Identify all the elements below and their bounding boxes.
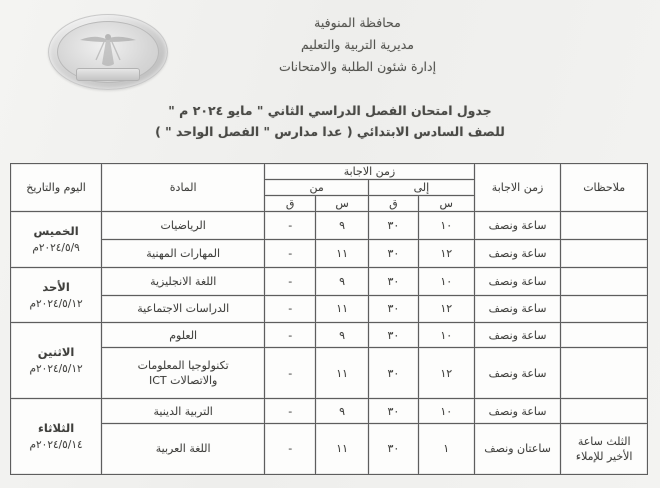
cell-to-minute: ٣٠ <box>369 295 419 323</box>
cell-notes <box>561 295 648 323</box>
cell-from-minute: - <box>265 423 316 474</box>
exam-schedule-table <box>10 163 648 475</box>
cell-to-hour: ١٢ <box>418 239 474 267</box>
cell-to-minute: ٣٠ <box>369 348 419 399</box>
cell-notes <box>561 267 648 295</box>
header-time-group: زمن الاجابة <box>265 164 475 180</box>
header-notes: ملاحظات <box>561 164 648 212</box>
cell-from-hour: ٩ <box>316 212 369 240</box>
header-answer-time: زمن الاجابة <box>474 164 561 212</box>
cell-answer-time: ساعة ونصف <box>474 239 561 267</box>
cell-day-and-date <box>11 267 102 323</box>
cell-notes <box>561 399 648 424</box>
cell-answer-time: ساعة ونصف <box>474 399 561 424</box>
table-row <box>11 267 648 295</box>
cell-from-minute: - <box>265 267 316 295</box>
cell-to-minute: ٣٠ <box>369 239 419 267</box>
header-from-minute: ق <box>265 196 316 212</box>
cell-day-and-date <box>11 323 102 399</box>
header-from-hour: س <box>316 196 369 212</box>
cell-from-hour: ٩ <box>316 267 369 295</box>
cell-to-minute: ٣٠ <box>369 212 419 240</box>
cell-from-hour: ١١ <box>316 423 369 474</box>
header-day-and-date: اليوم والتاريخ <box>11 164 102 212</box>
cell-subject: التربية الدينية <box>102 399 265 424</box>
cell-to-hour: ١٠ <box>418 399 474 424</box>
cell-to-minute: ٣٠ <box>369 423 419 474</box>
cell-to-minute: ٣٠ <box>369 399 419 424</box>
cell-to-hour: ١٠ <box>418 323 474 348</box>
cell-subject: اللغة الانجليزية <box>102 267 265 295</box>
header-to: إلى <box>369 180 475 196</box>
table-row <box>11 348 648 399</box>
notes-line-1: الثلث ساعة <box>577 434 631 448</box>
notes-line-2: الأخير للإملاء <box>575 449 633 463</box>
org-line-governorate: محافظة المنوفية <box>314 15 401 30</box>
header-row-1 <box>11 164 648 180</box>
cell-notes <box>561 323 648 348</box>
cell-answer-time: ساعة ونصف <box>474 323 561 348</box>
org-line-directorate: مديرية التربية والتعليم <box>300 37 414 52</box>
cell-answer-time: ساعتان ونصف <box>474 423 561 474</box>
document-title <box>0 100 660 142</box>
table-row <box>11 295 648 323</box>
cell-answer-time: ساعة ونصف <box>474 212 561 240</box>
day-date: ٢٠٢٤/٥/١٢م <box>29 363 83 376</box>
document-header <box>0 8 660 100</box>
cell-to-minute: ٣٠ <box>369 267 419 295</box>
cell-from-hour: ١١ <box>316 295 369 323</box>
cell-subject: اللغة العربية <box>102 423 265 474</box>
cell-from-hour: ١١ <box>316 239 369 267</box>
table-row <box>11 239 648 267</box>
cell-from-hour: ٩ <box>316 323 369 348</box>
cell-to-hour: ١ <box>418 423 474 474</box>
cell-to-hour: ١٠ <box>418 267 474 295</box>
table-row <box>11 423 648 474</box>
cell-from-hour: ١١ <box>316 348 369 399</box>
table-body <box>11 212 648 475</box>
header-from: من <box>265 180 369 196</box>
cell-to-hour: ١٠ <box>418 212 474 240</box>
cell-answer-time: ساعة ونصف <box>474 348 561 399</box>
cell-from-minute: - <box>265 323 316 348</box>
cell-from-minute: - <box>265 239 316 267</box>
header-subject: المادة <box>102 164 265 212</box>
cell-to-hour: ١٢ <box>418 295 474 323</box>
day-name: الخميس <box>33 223 79 238</box>
organization-heading <box>0 12 660 78</box>
schedule-table-container <box>10 163 648 475</box>
cell-day-and-date <box>11 399 102 475</box>
day-date: ٢٠٢٤/٥/١٢م <box>29 297 83 310</box>
day-name: الاثنين <box>37 345 75 360</box>
title-line-exam: جدول امتحان الفصل الدراسي الثاني " مايو ٢٠٢٤ م " <box>168 103 492 118</box>
cell-from-minute: - <box>265 348 316 399</box>
org-line-department: إدارة شئون الطلبة والامتحانات <box>278 59 437 74</box>
header-to-hour: س <box>418 196 474 212</box>
table-row <box>11 323 648 348</box>
day-date: ٢٠٢٤/٥/١٤م <box>29 439 83 452</box>
cell-from-minute: - <box>265 212 316 240</box>
cell-day-and-date <box>11 212 102 268</box>
cell-subject: الرياضيات <box>102 212 265 240</box>
cell-subject: الدراسات الاجتماعية <box>102 295 265 323</box>
cell-from-hour: ٩ <box>316 399 369 424</box>
table-header <box>11 164 648 212</box>
cell-from-minute: - <box>265 295 316 323</box>
cell-answer-time: ساعة ونصف <box>474 267 561 295</box>
cell-notes <box>561 348 648 399</box>
day-date: ٢٠٢٤/٥/٩م <box>32 241 80 254</box>
cell-to-minute: ٣٠ <box>369 323 419 348</box>
title-line-grade: للصف السادس الابتدائي ( عدا مدارس " الفصل الواحد " ) <box>155 124 505 139</box>
cell-to-hour: ١٢ <box>418 348 474 399</box>
cell-notes <box>561 423 648 474</box>
header-to-minute: ق <box>369 196 419 212</box>
table-row <box>11 399 648 424</box>
cell-subject <box>102 348 265 399</box>
cell-from-minute: - <box>265 399 316 424</box>
subject-line-1: تكنولوجيا المعلومات <box>137 359 229 373</box>
cell-subject: العلوم <box>102 323 265 348</box>
cell-answer-time: ساعة ونصف <box>474 295 561 323</box>
table-row <box>11 212 648 240</box>
cell-notes <box>561 212 648 240</box>
day-name: الثلاثاء <box>37 421 75 436</box>
subject-line-2: والاتصالات ICT <box>148 374 218 388</box>
day-name: الأحد <box>42 279 70 294</box>
cell-notes <box>561 239 648 267</box>
cell-subject: المهارات المهنية <box>102 239 265 267</box>
